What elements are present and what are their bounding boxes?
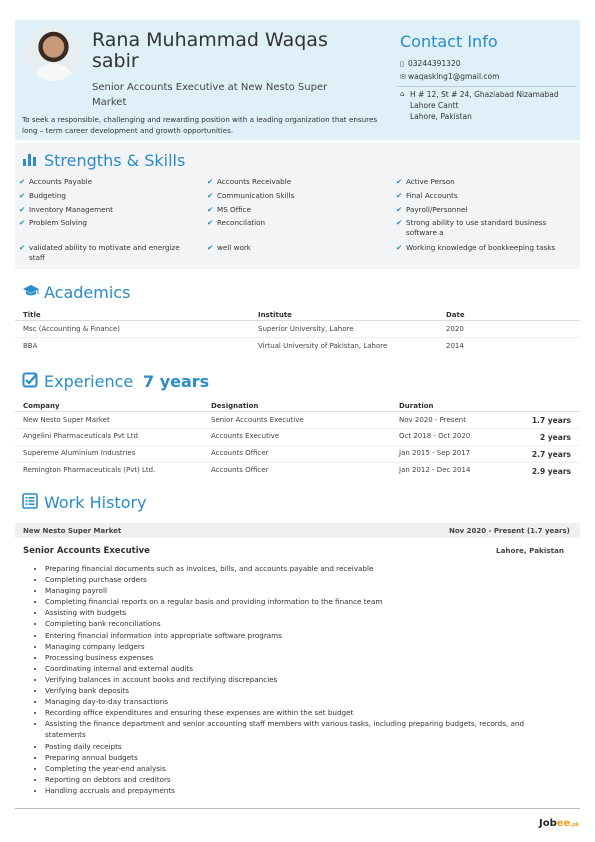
candidate-name: Rana Muhammad Waqas sabir xyxy=(92,29,328,72)
duties-list xyxy=(33,563,553,796)
skill-item: ✔ Working knowledge of bookkeeping tasks xyxy=(396,243,556,252)
table-cell: New Nesto Super Market xyxy=(23,416,110,424)
list-item: • Managing day-to-day transactions xyxy=(45,696,553,707)
skill-item: ✔ Problem Solving xyxy=(19,218,87,227)
list-item: • Preparing financial documents such as invoices, bills, and accounts payable and receivable xyxy=(45,563,553,574)
table-cell: Supereme Aluminium Industries xyxy=(23,449,136,457)
footer-divider xyxy=(15,808,580,809)
contact-email[interactable] xyxy=(400,71,499,83)
check-icon: ✔ xyxy=(19,218,26,227)
list-item: • Recording office expenditures and ensuring these expenses are within the set budget xyxy=(45,707,553,718)
check-icon: ✔ xyxy=(207,191,214,200)
duration-years: 2.9 years xyxy=(531,467,571,476)
phone-icon: ▯ xyxy=(400,60,404,68)
check-square-icon xyxy=(22,372,38,392)
skill-item: ✔ Accounts Receivable xyxy=(207,177,292,186)
table-cell: Jan 2015 - Sep 2017 xyxy=(399,449,471,457)
address-line: Lahore Cantt xyxy=(410,101,459,110)
duration-years: 2.7 years xyxy=(531,450,571,459)
check-icon: ✔ xyxy=(19,243,26,252)
table-cell: Superior University, Lahore xyxy=(258,325,354,333)
table-cell: Accounts Officer xyxy=(211,449,269,457)
contact-title: Contact Info xyxy=(400,32,498,51)
list-item: • Posting daily receipts xyxy=(45,741,553,752)
check-icon: ✔ xyxy=(396,177,403,186)
table-cell: Oct 2018 - Oct 2020 xyxy=(399,432,471,440)
check-icon: ✔ xyxy=(396,205,403,214)
list-item: • Reporting on debtors and creditors xyxy=(45,774,553,785)
experience-total: 7 years xyxy=(143,372,210,391)
home-icon: ⌂ xyxy=(400,90,405,98)
duration-years: 2 years xyxy=(539,433,571,442)
experience-header-company: Company xyxy=(23,402,60,410)
experience-title: Experience xyxy=(44,372,134,391)
table-divider xyxy=(15,445,580,446)
candidate-role: Senior Accounts Executive at New Nesto Super Market xyxy=(92,82,328,108)
experience-header-designation: Designation xyxy=(211,402,259,410)
work-company: New Nesto Super Market xyxy=(23,527,122,535)
contact-phone[interactable] xyxy=(400,58,461,70)
academics-header-title: Title xyxy=(23,311,41,319)
list-item: • Processing business expenses xyxy=(45,652,553,663)
skill-item: ✔ Communication Skills xyxy=(207,191,295,200)
brand-suffix: .pk xyxy=(570,822,580,828)
table-divider xyxy=(15,411,580,412)
address-line: H # 12, St # 24, Ghaziabad Nizamabad xyxy=(410,90,559,99)
check-icon: ✔ xyxy=(396,191,403,200)
check-icon: ✔ xyxy=(207,205,214,214)
table-cell: BBA xyxy=(23,342,38,350)
list-item: • Assisting the finance department and senior accounting staff members with various tasks, including preparing budgets, records, and statements xyxy=(45,718,553,740)
table-cell: Remington Pharmaceuticals (Pvt) Ltd. xyxy=(23,466,156,474)
brand-logo[interactable] xyxy=(539,818,579,829)
academics-header-date: Date xyxy=(446,311,465,319)
list-icon xyxy=(22,493,38,513)
list-item: • Coordinating internal and external audits xyxy=(45,663,553,674)
list-item: • Assisting with budgets xyxy=(45,607,553,618)
table-divider xyxy=(15,462,580,463)
check-icon: ✔ xyxy=(19,205,26,214)
mail-icon: ✉ xyxy=(400,73,406,81)
list-item: • Verifying balances in account books and rectifying discrepancies xyxy=(45,674,553,685)
work-period: Nov 2020 - Present (1.7 years) xyxy=(449,527,570,535)
skill-item: ✔ Final Accounts xyxy=(396,191,458,200)
skill-item: ✔ Strong ability to use standard business software a xyxy=(396,218,547,237)
check-icon: ✔ xyxy=(207,177,214,186)
list-item: • Completing purchase orders xyxy=(45,574,553,585)
profile-photo xyxy=(26,26,81,81)
graduation-cap-icon xyxy=(22,284,40,302)
skill-item: ✔ Accounts Payable xyxy=(19,177,93,186)
check-icon: ✔ xyxy=(19,177,26,186)
check-icon: ✔ xyxy=(396,218,403,227)
skill-item: ✔ validated ability to motivate and energize staff xyxy=(19,243,180,262)
contact-address xyxy=(400,89,559,122)
academics-header-institute: Institute xyxy=(258,311,292,319)
work-location: Lahore, Pakistan xyxy=(496,546,564,555)
check-icon: ✔ xyxy=(19,191,26,200)
bar-chart-icon xyxy=(22,152,38,170)
skills-title: Strengths & Skills xyxy=(44,151,186,170)
list-item: • Handling accruals and prepayments xyxy=(45,785,553,796)
duration-years: 1.7 years xyxy=(531,416,571,425)
table-divider xyxy=(15,428,580,429)
list-item: • Completing financial reports on a regular basis and providing information to the finance team xyxy=(45,596,553,607)
list-item: • Entering financial information into appropriate software programs xyxy=(45,630,553,641)
list-item: • Completing bank reconciliations xyxy=(45,618,553,629)
experience-header-duration: Duration xyxy=(399,402,434,410)
contact-divider xyxy=(397,86,577,87)
work-position: Senior Accounts Executive xyxy=(23,546,150,556)
list-item: • Preparing annual budgets xyxy=(45,752,553,763)
list-item: • Completing the year-end analysis xyxy=(45,763,553,774)
academics-title: Academics xyxy=(44,283,131,302)
table-cell: 2020 xyxy=(446,325,464,333)
table-divider xyxy=(15,320,580,321)
address-line: Lahore, Pakistan xyxy=(410,112,472,121)
table-cell: Msc (Accounting & Finance) xyxy=(23,325,120,333)
skill-item: ✔ Budgeting xyxy=(19,191,66,200)
email-text: waqasking1@gmail.com xyxy=(408,72,500,81)
phone-text: 03244391320 xyxy=(408,59,461,68)
list-item: • Managing company ledgers xyxy=(45,641,553,652)
table-divider xyxy=(15,337,580,338)
work-history-title: Work History xyxy=(44,493,147,512)
brand-accent: ee xyxy=(556,818,571,829)
objective-text: To seek a responsible, challenging and rewarding position with a leading organization that ensures long – term career development and growth opportunities. xyxy=(22,115,378,135)
skill-item: ✔ well work xyxy=(207,243,251,252)
brand-prefix: Job xyxy=(539,818,557,829)
table-cell: Jan 2012 - Dec 2014 xyxy=(399,466,471,474)
list-item: • Managing payroll xyxy=(45,585,553,596)
table-cell: Accounts Executive xyxy=(211,432,280,440)
skill-item: ✔ Reconcilation xyxy=(207,218,266,227)
table-cell: 2014 xyxy=(446,342,464,350)
table-cell: Virtual University of Pakistan, Lahore xyxy=(258,342,388,350)
table-cell: Nov 2020 - Present xyxy=(399,416,466,424)
skill-item: ✔ Active Person xyxy=(396,177,455,186)
skill-item: ✔ Inventory Management xyxy=(19,205,113,214)
skill-item: ✔ Payroll/Personnel xyxy=(396,205,468,214)
list-item: • Verifying bank deposits xyxy=(45,685,553,696)
table-cell: Accounts Officer xyxy=(211,466,269,474)
table-cell: Angelini Pharmaceuticals Pvt Ltd xyxy=(23,432,138,440)
check-icon: ✔ xyxy=(396,243,403,252)
check-icon: ✔ xyxy=(207,218,214,227)
table-cell: Senior Accounts Executive xyxy=(211,416,304,424)
check-icon: ✔ xyxy=(207,243,214,252)
skill-item: ✔ MS Office xyxy=(207,205,252,214)
